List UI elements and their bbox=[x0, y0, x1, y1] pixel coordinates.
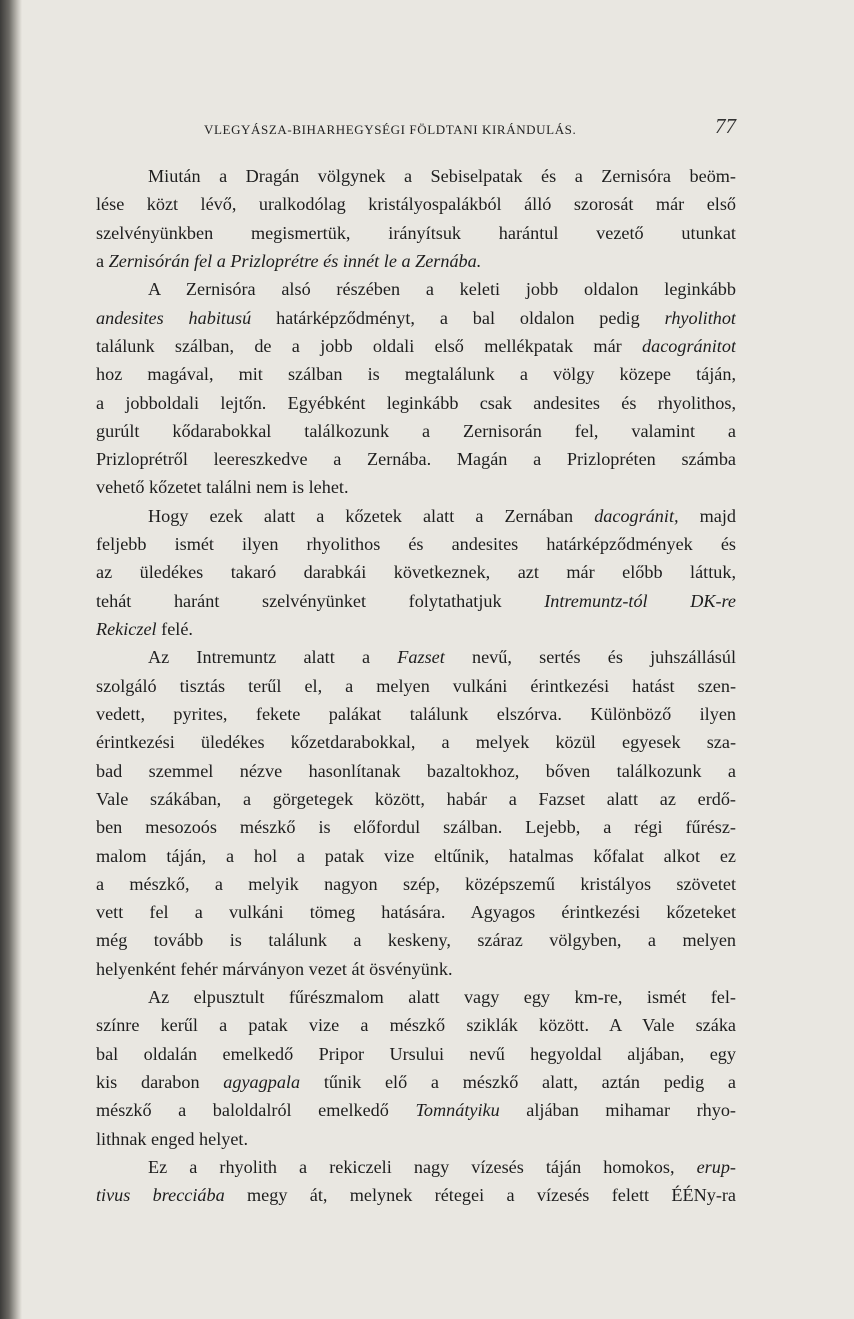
text-line bbox=[96, 502, 736, 530]
text-run: a jobboldali lejtőn. Egyébként leginkább csak andesites és rhyolithos, bbox=[96, 392, 736, 413]
text-line bbox=[96, 1068, 736, 1096]
text-line bbox=[96, 870, 736, 898]
text-run: határképződményt, a bal oldalon pedig bbox=[251, 307, 665, 328]
text-run: tehát haránt szelvényünket folytathatjuk bbox=[96, 590, 545, 611]
text-line bbox=[96, 926, 736, 954]
text-run: lithnak enged helyet. bbox=[96, 1128, 249, 1149]
text-run: Prizloprétről leereszkedve a Zernába. Magán a Prizlopréten számba bbox=[96, 449, 736, 470]
text-line bbox=[96, 473, 736, 501]
text-run: szelvényünkben megismertük, irányítsuk harántul vezető utunkat bbox=[96, 222, 736, 243]
page-header bbox=[96, 114, 736, 142]
italic-text: Tomnátyiku bbox=[415, 1100, 500, 1121]
text-run: feljebb ismét ilyen rhyolithos és andesites határképződmények és bbox=[96, 534, 736, 555]
text-line bbox=[96, 190, 736, 218]
text-line bbox=[96, 615, 736, 643]
italic-text: dacogránitot bbox=[642, 335, 736, 356]
text-line bbox=[96, 332, 736, 360]
italic-text: tivus brecciába bbox=[96, 1185, 225, 1206]
italic-text: Intremuntz-tól DK-re bbox=[544, 590, 736, 611]
text-line bbox=[96, 219, 736, 247]
text-line bbox=[96, 360, 736, 388]
italic-text: Zernisórán fel a Prizloprétre és innét le a Zernába. bbox=[108, 250, 482, 271]
text-run: szolgáló tisztás terűl el, a melyen vulkáni érintkezési hatást szen- bbox=[96, 675, 736, 696]
text-line bbox=[96, 1096, 736, 1124]
italic-text: erup- bbox=[696, 1156, 736, 1177]
text-line bbox=[96, 247, 736, 275]
text-run: Ez a rhyolith a rekiczeli nagy vízesés táján homokos, bbox=[148, 1156, 697, 1177]
text-line bbox=[96, 813, 736, 841]
text-run: hoz magával, mit szálban is megtalálunk a völgy közepe táján, bbox=[96, 364, 736, 385]
text-run: vedett, pyrites, fekete palákat találunk elszórva. Különböző ilyen bbox=[96, 703, 736, 724]
body-text bbox=[96, 162, 736, 1210]
text-line bbox=[96, 898, 736, 926]
text-run: kis darabon bbox=[96, 1072, 224, 1092]
text-line bbox=[96, 1181, 736, 1209]
text-run: még tovább is találunk a keskeny, száraz völgyben, a melyen bbox=[96, 930, 736, 951]
text-run: Miután a Dragán völgynek a Sebiselpatak és a Zernisóra beöm- bbox=[148, 166, 736, 186]
text-run: malom táján, a hol a patak vize eltűnik, hatalmas kőfalat alkot ez bbox=[96, 845, 736, 866]
text-line bbox=[96, 304, 736, 332]
text-run: nevű, sertés és juhszállásúl bbox=[444, 647, 736, 668]
text-line bbox=[96, 587, 736, 615]
italic-text: andesites habitusú bbox=[96, 307, 252, 328]
text-run: bal oldalán emelkedő Pripor Ursului nevű hegyoldal aljában, egy bbox=[96, 1043, 736, 1064]
text-run: A Zernisóra alsó részében a keleti jobb oldalon leginkább bbox=[148, 279, 736, 300]
italic-text: dacogránit, bbox=[594, 505, 679, 526]
text-run: gurúlt kődarabokkal találkozunk a Zernisorán fel, valamint a bbox=[96, 420, 736, 441]
text-run: aljában mihamar rhyo- bbox=[499, 1100, 736, 1121]
text-line bbox=[96, 700, 736, 728]
text-line bbox=[96, 162, 736, 190]
text-run: felé. bbox=[156, 619, 193, 639]
text-line bbox=[96, 728, 736, 756]
text-run: érintkezési üledékes kőzetdarabokkal, a melyek közül egyesek sza- bbox=[96, 732, 736, 753]
text-line bbox=[96, 983, 736, 1011]
text-run: Az elpusztult fűrészmalom alatt vagy egy km-re, ismét fel- bbox=[148, 987, 736, 1008]
text-run: ben mesozoós mészkő is előfordul szálban. Lejebb, a régi fűrész- bbox=[96, 817, 736, 838]
text-line bbox=[96, 757, 736, 785]
text-run: Hogy ezek alatt a kőzetek alatt a Zernában bbox=[148, 505, 595, 526]
text-line bbox=[96, 389, 736, 417]
text-run: a mészkő, a melyik nagyon szép, középszemű kristályos szövetet bbox=[96, 873, 736, 894]
text-run: tűnik elő a mészkő alatt, aztán pedig a bbox=[300, 1072, 736, 1092]
text-run: színre kerűl a patak vize a mészkő sziklák között. A Vale száka bbox=[96, 1015, 736, 1036]
text-run: a bbox=[96, 250, 109, 271]
text-run: az üledékes takaró darabkái következnek, azt már előbb láttuk, bbox=[96, 562, 736, 583]
text-run: vehető kőzetet találni nem is lehet. bbox=[96, 477, 349, 498]
text-line bbox=[96, 955, 736, 983]
italic-text: rhyolithot bbox=[664, 307, 736, 328]
text-line bbox=[96, 1125, 736, 1153]
text-line bbox=[96, 1153, 736, 1181]
text-line bbox=[96, 672, 736, 700]
text-run: megy át, melynek rétegei a vízesés felett ÉÉNy-ra bbox=[224, 1185, 736, 1206]
text-run: Az Intremuntz alatt a bbox=[148, 647, 398, 668]
text-line bbox=[96, 275, 736, 303]
text-run: lése közt lévő, uralkodólag kristályospalákból álló szorosát már első bbox=[96, 194, 736, 215]
text-line bbox=[96, 530, 736, 558]
italic-text: Rekiczel bbox=[96, 619, 157, 639]
book-spine-shadow bbox=[0, 0, 22, 1319]
text-run: találunk szálban, de a jobb oldali első mellékpatak már bbox=[96, 335, 643, 356]
text-line bbox=[96, 1040, 736, 1068]
text-line bbox=[96, 558, 736, 586]
italic-text: agyagpala bbox=[223, 1072, 301, 1092]
text-line bbox=[96, 417, 736, 445]
running-head: VLEGYÁSZA-BIHARHEGYSÉGI FÖLDTANI KIRÁNDULÁS. bbox=[204, 122, 577, 137]
page-number: 77 bbox=[715, 114, 736, 138]
text-run: majd bbox=[678, 505, 736, 526]
book-page bbox=[96, 0, 736, 1319]
text-line bbox=[96, 785, 736, 813]
text-run: Vale szákában, a görgetegek között, habár a Fazset alatt az erdő- bbox=[96, 788, 736, 809]
text-run: mészkő a baloldalról emelkedő bbox=[96, 1100, 416, 1121]
text-line bbox=[96, 643, 736, 671]
text-run: helyenként fehér márványon vezet át ösvényünk. bbox=[96, 958, 453, 979]
text-run: vett fel a vulkáni tömeg hatására. Agyagos érintkezési kőzeteket bbox=[96, 902, 736, 923]
text-run: bad szemmel nézve hasonlítanak bazaltokhoz, bőven találkozunk a bbox=[96, 760, 736, 781]
text-line bbox=[96, 1011, 736, 1039]
text-line bbox=[96, 445, 736, 473]
text-line bbox=[96, 842, 736, 870]
italic-text: Fazset bbox=[397, 647, 445, 668]
